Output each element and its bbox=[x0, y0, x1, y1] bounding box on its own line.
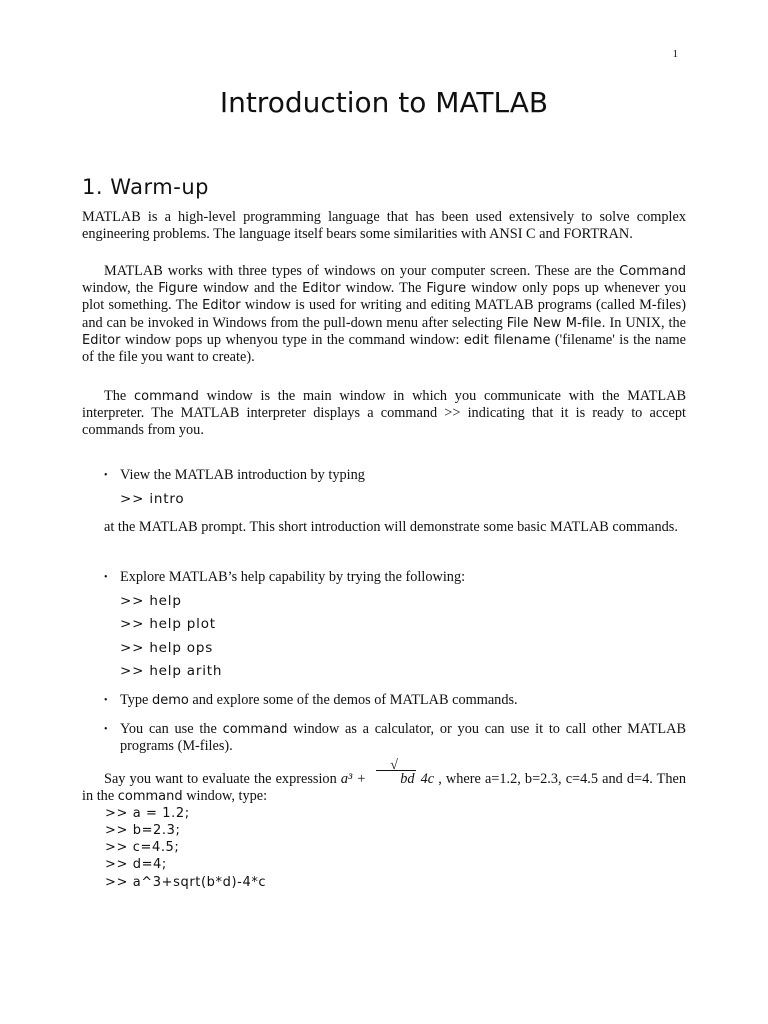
paragraph-text bbox=[82, 770, 686, 805]
math-term: a³ + bbox=[340, 771, 367, 787]
code-line: >> a^3+sqrt(b*d)-4*c bbox=[105, 875, 267, 890]
text-run: ('filename' is the name of the file you want to create). bbox=[82, 331, 687, 366]
command-intro: >> intro bbox=[120, 491, 185, 507]
bullet-item bbox=[104, 467, 686, 484]
text-run: MATLAB works with three types of windows on your computer screen. These are the bbox=[104, 263, 615, 279]
bullet-item bbox=[104, 692, 686, 709]
text-run: window only pops up whenever you plot something. The bbox=[82, 280, 686, 314]
keyword: Command bbox=[619, 264, 686, 279]
bullet-marker: • bbox=[104, 724, 108, 735]
code-line: >> b=2.3; bbox=[105, 823, 181, 838]
text-run: Say you want to evaluate the expression bbox=[104, 771, 337, 787]
help-command: >> help plot bbox=[120, 616, 216, 632]
paragraph-command-window bbox=[82, 388, 686, 440]
text-run: window, the bbox=[82, 280, 154, 297]
paragraph-text bbox=[82, 263, 686, 366]
bullet-marker: • bbox=[104, 695, 108, 706]
text-run: The bbox=[104, 388, 127, 404]
text-run: window. The bbox=[345, 280, 422, 297]
keyword: File New M-file. bbox=[506, 315, 606, 331]
document-title: Introduction to MATLAB bbox=[219, 86, 549, 119]
text-run: window as a calculator, or you can use it to call other MATLAB programs (M-files). bbox=[120, 721, 686, 755]
bullet-marker: • bbox=[104, 572, 108, 583]
text-run: window is used for writing and editing MATLAB programs (called M-files) and can be invoked in Windows from the pull-down menu after selecting bbox=[82, 297, 686, 331]
text-run: You can use the bbox=[120, 721, 217, 737]
paragraph-prompt bbox=[82, 519, 686, 536]
text-run: and explore some of the demos of MATLAB commands. bbox=[192, 692, 518, 708]
paragraph-text: MATLAB is a high-level programming language that has been used extensively to solve complex engineering problems. The language itself bears some similarities with ANSI C and FORTRAN. bbox=[82, 209, 686, 243]
bullet-text bbox=[120, 721, 686, 755]
text-run: window, type: bbox=[186, 788, 268, 805]
section-title: Warm-up bbox=[110, 175, 209, 199]
keyword: Figure bbox=[158, 281, 198, 297]
section-number: 1. bbox=[82, 175, 104, 199]
help-command: >> help arith bbox=[120, 663, 223, 679]
text-run: In UNIX, the bbox=[609, 314, 687, 331]
code-line: >> d=4; bbox=[105, 857, 167, 872]
code-line: >> c=4.5; bbox=[105, 840, 180, 855]
help-command: >> help bbox=[120, 593, 182, 609]
bullet-item bbox=[104, 569, 686, 586]
bullet-text bbox=[120, 692, 686, 709]
math-sqrt: √ bd bbox=[376, 770, 416, 788]
paragraph-text bbox=[82, 388, 686, 440]
text-run: window is the main window in which you communicate with the MATLAB interpreter. The MATLAB interpreter displays a command >> indicating that it is ready to accept commands from you. bbox=[82, 388, 686, 439]
page-number: 1 bbox=[672, 48, 678, 60]
help-command: >> help ops bbox=[120, 640, 214, 656]
bullet-item bbox=[104, 721, 686, 755]
keyword: Editor bbox=[202, 298, 241, 314]
section-heading bbox=[82, 175, 209, 199]
keyword: demo bbox=[151, 693, 189, 708]
paragraph-text: at the MATLAB prompt. This short introduction will demonstrate some basic MATLAB commands. bbox=[104, 519, 678, 535]
keyword: command bbox=[117, 789, 183, 805]
code-line: >> a = 1.2; bbox=[105, 806, 190, 821]
keyword: command bbox=[222, 722, 288, 737]
bullet-marker: • bbox=[104, 470, 108, 481]
bullet-text: View the MATLAB introduction by typing bbox=[120, 467, 365, 483]
text-run: window pops up whenyou type in the command window: bbox=[124, 331, 460, 348]
paragraph-intro bbox=[82, 209, 686, 243]
keyword: edit filename bbox=[463, 332, 551, 348]
text-run: Type bbox=[120, 692, 149, 708]
keyword: Figure bbox=[426, 281, 467, 297]
keyword: Editor bbox=[82, 332, 121, 348]
keyword: command bbox=[134, 389, 199, 404]
text-run: , where a=1.2, b=2.3, c=4.5 and d=4. Then in the bbox=[82, 771, 687, 805]
math-term: 4c bbox=[420, 771, 435, 787]
keyword: Editor bbox=[302, 281, 341, 297]
paragraph-windows bbox=[82, 263, 686, 366]
bullet-text: Explore MATLAB’s help capability by trying the following: bbox=[120, 569, 466, 585]
paragraph-expression bbox=[82, 770, 686, 805]
text-run: window and the bbox=[202, 280, 298, 297]
